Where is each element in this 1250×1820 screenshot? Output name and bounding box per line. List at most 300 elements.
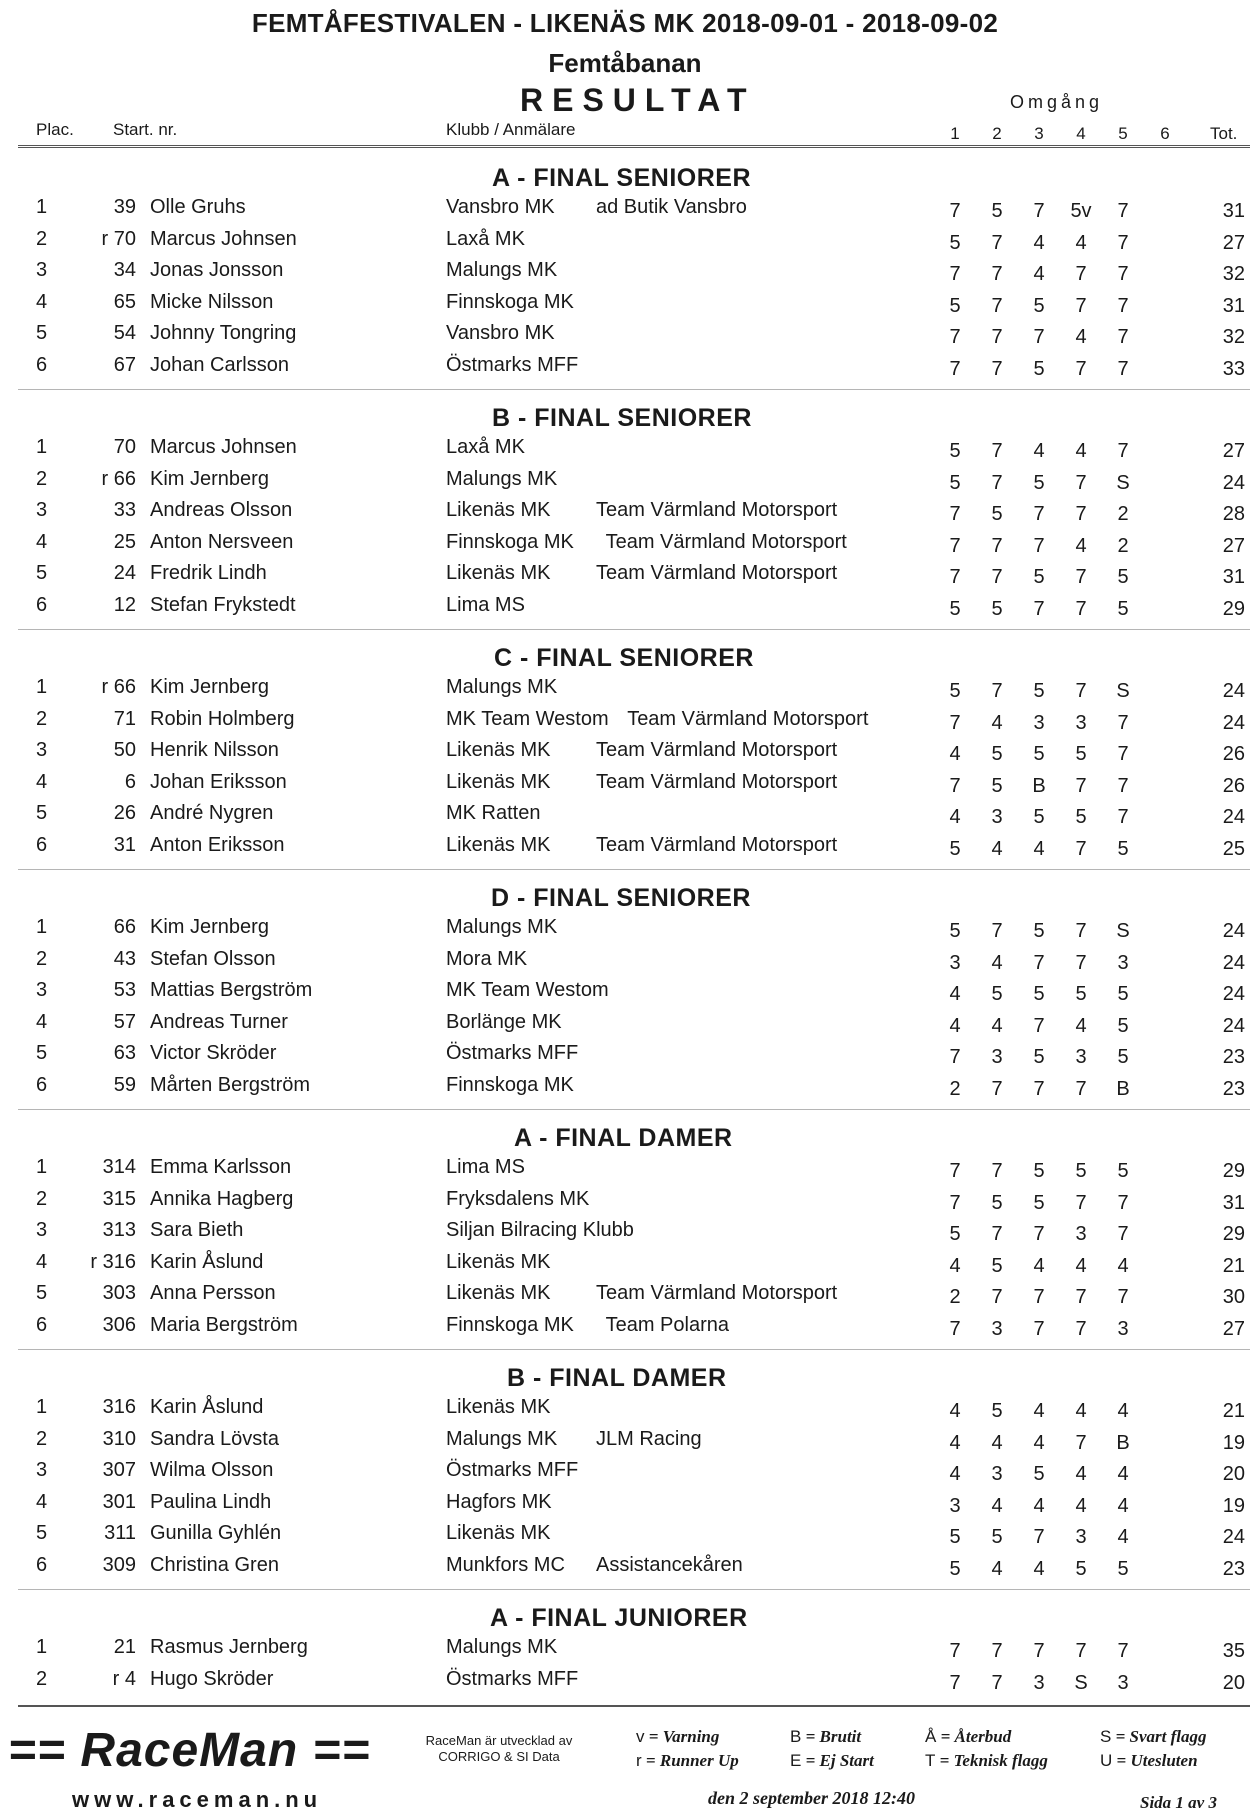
- round-5-result: 5: [1117, 566, 1129, 589]
- round-2-result: 5: [991, 1254, 1003, 1277]
- start-number: 39: [113, 196, 136, 218]
- start-number: 31: [113, 834, 136, 856]
- club-name: MK Ratten: [446, 802, 541, 825]
- round-1-result: 5: [949, 1223, 961, 1246]
- results-list: [0, 150, 1250, 1715]
- placement: 5: [36, 1282, 48, 1305]
- round-2-result: 3: [991, 1046, 1003, 1069]
- placement: 5: [36, 802, 48, 825]
- team-name: Assistancekåren: [596, 1554, 743, 1576]
- round-3-result: 5: [1033, 983, 1045, 1006]
- start-number: 311: [104, 1522, 136, 1545]
- club-name: Fryksdalens MK: [446, 1187, 590, 1210]
- club-name: Siljan Bilracing Klubb: [446, 1219, 634, 1242]
- round-5-result: 3: [1117, 951, 1129, 974]
- page-header: [0, 0, 1250, 150]
- round-4-result: 3: [1075, 711, 1087, 734]
- driver-name: Wilma Olsson: [150, 1459, 274, 1482]
- round-3-result: 4: [1033, 231, 1045, 254]
- round-2-result: 5: [991, 1191, 1003, 1214]
- start-number: 306: [102, 1314, 136, 1336]
- total-points: 27: [1222, 440, 1245, 462]
- raceman-url: www.raceman.nu: [72, 1787, 323, 1812]
- placement: 4: [36, 1490, 48, 1513]
- round-2-result: 7: [991, 1286, 1003, 1309]
- round-4-result: 4: [1075, 326, 1087, 349]
- result-row: [0, 1636, 1250, 1668]
- legend-item-teknisk-flagg: T = Teknisk flagg: [925, 1751, 1048, 1770]
- driver-name: Sara Bieth: [150, 1219, 244, 1242]
- round-3-result: 5: [1033, 920, 1045, 942]
- start-number: 310: [102, 1427, 136, 1450]
- round-2-result: 7: [991, 1671, 1003, 1694]
- round-5-result: S: [1116, 680, 1130, 702]
- total-points: 30: [1222, 1286, 1245, 1309]
- legend-item-varning: v = Varning: [636, 1727, 720, 1746]
- start-number: 24: [113, 562, 136, 585]
- placement: 1: [36, 1156, 48, 1178]
- start-number: 50: [113, 739, 136, 762]
- round-1-result: 7: [949, 1160, 961, 1182]
- section-title: A - FINAL JUNIORER: [490, 1604, 748, 1632]
- driver-name: Anna Persson: [150, 1282, 276, 1305]
- driver-name: Micke Nilsson: [150, 290, 274, 313]
- result-row: [0, 499, 1250, 531]
- round-3-result: B: [1032, 774, 1046, 797]
- club-name: Östmarks MFF: [446, 1667, 579, 1690]
- round-2-result: 3: [991, 806, 1003, 829]
- round-2-result: 5: [991, 1526, 1003, 1549]
- driver-name: Kim Jernberg: [150, 467, 269, 490]
- section-title: B - FINAL DAMER: [507, 1364, 727, 1392]
- club-name: Likenäs MK: [446, 562, 551, 585]
- round-5-result: 5: [1117, 1014, 1129, 1037]
- round-5-result: 3: [1117, 1671, 1129, 1694]
- club-name: Vansbro MK: [446, 196, 555, 218]
- club-name: Likenäs MK: [446, 499, 551, 522]
- round-4-result: 7: [1075, 294, 1087, 317]
- round-5-result: 7: [1117, 711, 1129, 734]
- result-row: [0, 594, 1250, 626]
- round-2-result: 4: [991, 1431, 1003, 1454]
- section-title: C - FINAL SENIORER: [494, 644, 754, 672]
- team-name: Team Värmland Motorsport: [596, 499, 838, 522]
- result-row: [0, 1668, 1250, 1700]
- round-3-result: 7: [1033, 200, 1045, 222]
- round-3-result: 3: [1033, 1671, 1045, 1694]
- result-row: [0, 354, 1250, 386]
- club-name: MK Team Westom: [446, 979, 609, 1002]
- start-number: 67: [113, 354, 136, 376]
- placement: 2: [36, 1427, 48, 1450]
- result-row: [0, 228, 1250, 260]
- plac-column-header: Plac.: [36, 120, 74, 139]
- round-5-result: 4: [1117, 1494, 1129, 1517]
- round-2-result: 4: [991, 838, 1003, 860]
- round-3-result: 4: [1033, 263, 1045, 286]
- round-5-result: 4: [1117, 1463, 1129, 1486]
- result-row: [0, 1314, 1250, 1346]
- result-row: [0, 1251, 1250, 1283]
- round-2-result: 7: [991, 263, 1003, 286]
- round-5-result: 7: [1117, 806, 1129, 829]
- round-4-result: 3: [1075, 1046, 1087, 1069]
- round-2-result: 4: [991, 1558, 1003, 1580]
- result-section: [0, 1110, 1250, 1350]
- round-5-result: 7: [1117, 294, 1129, 317]
- round-1-result: 5: [949, 294, 961, 317]
- driver-name: Jonas Jonsson: [150, 259, 284, 282]
- total-points: 24: [1222, 1526, 1245, 1549]
- round-3-result: 7: [1033, 598, 1045, 620]
- placement: 6: [36, 1554, 48, 1576]
- club-name: Finnskoga MK: [446, 290, 574, 313]
- placement: 3: [36, 739, 48, 762]
- club-name: Vansbro MK: [446, 322, 555, 345]
- round-3-result: 5: [1033, 1463, 1045, 1486]
- event-title: FEMTÅFESTIVALEN - LIKENÄS MK 2018-09-01 - 2018-09-02: [251, 8, 999, 38]
- total-points: 21: [1222, 1400, 1245, 1422]
- round-5-result: 7: [1117, 440, 1129, 462]
- club-name: Lima MS: [446, 594, 525, 616]
- round-1-result: 7: [949, 326, 961, 349]
- round-5-result: 2: [1117, 534, 1129, 557]
- round-3-header: 3: [1034, 124, 1044, 143]
- round-3-result: 5: [1033, 743, 1045, 766]
- round-5-result: 5: [1117, 983, 1129, 1006]
- round-4-result: 7: [1075, 358, 1087, 380]
- total-points: 29: [1222, 1160, 1245, 1182]
- round-3-result: 4: [1033, 1494, 1045, 1517]
- result-row: [0, 979, 1250, 1011]
- round-3-result: 5: [1033, 294, 1045, 317]
- placement: 5: [36, 1522, 48, 1545]
- result-row: [0, 322, 1250, 354]
- result-row: [0, 562, 1250, 594]
- round-3-result: 5: [1033, 806, 1045, 829]
- section-title: A - FINAL SENIORER: [492, 164, 752, 192]
- total-points: 26: [1222, 774, 1245, 797]
- track-name: Femtåbanan: [548, 48, 702, 78]
- total-points: 21: [1222, 1254, 1245, 1277]
- round-5-result: 7: [1117, 200, 1129, 222]
- club-name: Mora MK: [446, 947, 528, 970]
- total-points: 35: [1222, 1640, 1245, 1662]
- team-name: JLM Racing: [596, 1427, 702, 1450]
- result-row: [0, 1459, 1250, 1491]
- driver-name: Fredrik Lindh: [150, 562, 267, 585]
- placement: 1: [36, 1396, 48, 1418]
- round-5-result: 7: [1117, 326, 1129, 349]
- placement: 1: [36, 1636, 48, 1658]
- round-5-result: 7: [1117, 1191, 1129, 1214]
- total-points: 24: [1222, 1014, 1245, 1037]
- placement: 2: [36, 227, 48, 250]
- result-row: [0, 1491, 1250, 1523]
- team-name: Team Värmland Motorsport: [596, 562, 838, 585]
- round-1-result: 4: [949, 806, 961, 829]
- placement: 1: [36, 916, 48, 938]
- round-2-result: 7: [991, 440, 1003, 462]
- driver-name: Anton Eriksson: [150, 834, 285, 856]
- start-number: r 4: [112, 1667, 136, 1690]
- round-3-result: 3: [1033, 711, 1045, 734]
- round-1-result: 5: [949, 231, 961, 254]
- placement: 3: [36, 979, 48, 1002]
- placement: 3: [36, 499, 48, 522]
- round-4-result: 4: [1075, 440, 1087, 462]
- start-number: 314: [102, 1156, 136, 1178]
- round-5-result: 5: [1117, 838, 1129, 860]
- start-column-header: Start. nr.: [113, 120, 178, 139]
- round-4-result: 4: [1075, 231, 1087, 254]
- round-2-result: 4: [991, 1494, 1003, 1517]
- club-name: Finnskoga MK: [446, 1074, 574, 1096]
- legend-item-utesluten: U = Utesluten: [1100, 1751, 1198, 1770]
- driver-name: Johnny Tongring: [150, 322, 297, 345]
- round-2-result: 5: [991, 1400, 1003, 1422]
- result-section: [0, 1590, 1250, 1715]
- club-name: Östmarks MFF: [446, 354, 579, 376]
- total-points: 27: [1222, 1318, 1245, 1340]
- round-2-result: 4: [991, 951, 1003, 974]
- round-1-result: 7: [949, 263, 961, 286]
- placement: 1: [36, 436, 48, 458]
- legend-item-svart-flagg: S = Svart flagg: [1100, 1727, 1207, 1746]
- driver-name: Marcus Johnsen: [150, 436, 297, 458]
- round-1-result: 4: [949, 1431, 961, 1454]
- round-1-result: 5: [949, 598, 961, 620]
- total-points: 29: [1222, 1223, 1245, 1246]
- driver-name: Henrik Nilsson: [150, 739, 279, 762]
- start-number: r 70: [101, 227, 136, 250]
- round-4-result: 7: [1075, 471, 1087, 494]
- round-4-result: 4: [1075, 1254, 1087, 1277]
- round-1-result: 7: [949, 534, 961, 557]
- round-5-result: 7: [1117, 231, 1129, 254]
- placement: 6: [36, 834, 48, 856]
- total-points: 25: [1222, 838, 1245, 860]
- driver-name: Marcus Johnsen: [150, 227, 297, 250]
- start-number: 66: [113, 916, 136, 938]
- round-5-result: B: [1116, 1078, 1130, 1100]
- placement: 2: [36, 1187, 48, 1210]
- round-2-result: 7: [991, 1640, 1003, 1662]
- round-3-result: 7: [1033, 1640, 1045, 1662]
- driver-name: Robin Holmberg: [150, 707, 295, 730]
- club-name: Östmarks MFF: [446, 1459, 579, 1482]
- result-row: [0, 1219, 1250, 1251]
- driver-name: Stefan Frykstedt: [150, 594, 296, 616]
- total-points: 28: [1222, 503, 1245, 526]
- club-name: Malungs MK: [446, 467, 558, 490]
- result-section: [0, 1350, 1250, 1590]
- driver-name: Sandra Lövsta: [150, 1427, 279, 1450]
- total-points: 24: [1222, 920, 1245, 942]
- result-row: [0, 1074, 1250, 1106]
- round-4-header: 4: [1076, 124, 1086, 143]
- round-1-result: 7: [949, 1046, 961, 1069]
- section-title: A - FINAL DAMER: [514, 1124, 733, 1152]
- round-2-result: 7: [991, 294, 1003, 317]
- result-row: [0, 834, 1250, 866]
- round-2-header: 2: [992, 124, 1002, 143]
- total-points: 23: [1222, 1046, 1245, 1069]
- legend-item-runner-up: r = Runner Up: [636, 1751, 739, 1770]
- start-number: 309: [102, 1554, 136, 1576]
- round-4-result: 4: [1075, 1014, 1087, 1037]
- total-points: 19: [1222, 1494, 1245, 1517]
- round-3-result: 7: [1033, 1078, 1045, 1100]
- start-number: 26: [113, 802, 136, 825]
- driver-name: Johan Carlsson: [150, 354, 289, 376]
- placement: 2: [36, 467, 48, 490]
- total-points: 26: [1222, 743, 1245, 766]
- club-name: Malungs MK: [446, 916, 558, 938]
- round-1-result: 2: [949, 1286, 961, 1309]
- club-name: Likenäs MK: [446, 739, 551, 762]
- round-2-result: 4: [991, 711, 1003, 734]
- round-6-header: 6: [1160, 124, 1170, 143]
- result-row: [0, 436, 1250, 468]
- driver-name: Gunilla Gyhlén: [150, 1522, 282, 1545]
- club-name: Östmarks MFF: [446, 1042, 579, 1065]
- club-name: Lima MS: [446, 1156, 525, 1178]
- result-row: [0, 948, 1250, 980]
- total-points: 32: [1222, 263, 1245, 286]
- start-number: 43: [113, 947, 136, 970]
- total-points: 24: [1222, 951, 1245, 974]
- round-4-result: 5v: [1070, 200, 1092, 222]
- club-name: Finnskoga MK: [446, 530, 574, 553]
- driver-name: Anton Nersveen: [150, 530, 294, 553]
- round-3-result: 7: [1033, 326, 1045, 349]
- result-row: [0, 259, 1250, 291]
- total-points: 20: [1222, 1463, 1245, 1486]
- round-2-result: 7: [991, 920, 1003, 942]
- round-3-result: 7: [1033, 1286, 1045, 1309]
- club-name: Munkfors MC: [446, 1554, 565, 1576]
- round-1-result: 5: [949, 838, 961, 860]
- driver-name: Annika Hagberg: [150, 1187, 294, 1210]
- round-4-result: S: [1074, 1671, 1088, 1694]
- result-row: [0, 1042, 1250, 1074]
- result-row: [0, 1396, 1250, 1428]
- result-section: [0, 870, 1250, 1110]
- legend-item-aterbud: Å = Återbud: [925, 1727, 1012, 1746]
- round-2-result: 5: [991, 598, 1003, 620]
- round-2-result: 3: [991, 1318, 1003, 1340]
- round-4-result: 7: [1075, 1431, 1087, 1454]
- total-points: 31: [1222, 566, 1245, 589]
- total-points: 32: [1222, 326, 1245, 349]
- round-2-result: 5: [991, 200, 1003, 222]
- round-4-result: 7: [1075, 838, 1087, 860]
- round-1-result: 3: [949, 1494, 961, 1517]
- total-points: 27: [1222, 534, 1245, 557]
- page-footer: [0, 1705, 1250, 1820]
- page-number: Sida 1 av 3: [1140, 1793, 1217, 1812]
- round-1-result: 5: [949, 1526, 961, 1549]
- placement: 2: [36, 707, 48, 730]
- result-row: [0, 771, 1250, 803]
- total-points: 19: [1222, 1431, 1245, 1454]
- round-2-result: 7: [991, 1160, 1003, 1182]
- raceman-logo: == RaceMan ==: [8, 1724, 371, 1777]
- driver-name: Mårten Bergström: [150, 1074, 311, 1096]
- round-3-result: 7: [1033, 503, 1045, 526]
- total-points: 31: [1222, 1191, 1245, 1214]
- rounds-label: Omgång: [1010, 92, 1104, 112]
- section-title: D - FINAL SENIORER: [491, 884, 751, 912]
- total-points: 31: [1222, 294, 1245, 317]
- legend-item-ej-start: E = Ej Start: [790, 1751, 874, 1770]
- round-2-result: 7: [991, 1078, 1003, 1100]
- driver-name: Johan Eriksson: [150, 770, 287, 793]
- start-number: r 66: [101, 676, 136, 698]
- round-4-result: 7: [1075, 774, 1087, 797]
- team-name: Team Värmland Motorsport: [596, 1282, 838, 1305]
- round-5-result: 4: [1117, 1526, 1129, 1549]
- placement: 6: [36, 354, 48, 376]
- start-number: 313: [102, 1219, 136, 1242]
- round-5-result: 7: [1117, 743, 1129, 766]
- total-points: 24: [1222, 983, 1245, 1006]
- result-row: [0, 1282, 1250, 1314]
- total-column-header: Tot.: [1210, 124, 1238, 143]
- round-2-result: 7: [991, 471, 1003, 494]
- round-4-result: 5: [1075, 1160, 1087, 1182]
- total-points: 33: [1222, 358, 1245, 380]
- team-name: Team Värmland Motorsport: [596, 739, 838, 762]
- placement: 5: [36, 1042, 48, 1065]
- round-1-result: 5: [949, 440, 961, 462]
- total-points: 24: [1222, 711, 1245, 734]
- start-number: 315: [102, 1187, 136, 1210]
- start-number: 53: [113, 979, 136, 1002]
- total-points: 24: [1222, 680, 1245, 702]
- round-4-result: 7: [1075, 680, 1087, 702]
- start-number: 54: [113, 322, 136, 345]
- placement: 2: [36, 947, 48, 970]
- round-2-result: 3: [991, 1463, 1003, 1486]
- start-number: 57: [113, 1010, 136, 1033]
- driver-name: Maria Bergström: [150, 1314, 298, 1336]
- round-5-result: S: [1116, 471, 1130, 494]
- driver-name: André Nygren: [150, 802, 274, 825]
- placement: 5: [36, 562, 48, 585]
- result-section: [0, 150, 1250, 390]
- total-points: 31: [1222, 200, 1245, 222]
- team-name: Team Värmland Motorsport: [596, 834, 838, 856]
- placement: 6: [36, 1074, 48, 1096]
- club-name: Likenäs MK: [446, 770, 551, 793]
- round-5-result: 2: [1117, 503, 1129, 526]
- start-number: 303: [102, 1282, 136, 1305]
- start-number: r 66: [101, 467, 136, 490]
- round-1-result: 5: [949, 920, 961, 942]
- round-5-result: 5: [1117, 1558, 1129, 1580]
- round-4-result: 7: [1075, 1318, 1087, 1340]
- driver-name: Stefan Olsson: [150, 947, 276, 970]
- round-5-result: 5: [1117, 1046, 1129, 1069]
- print-timestamp: den 2 september 2018 12:40: [708, 1788, 915, 1808]
- club-column-header: Klubb / Anmälare: [446, 120, 576, 139]
- round-4-result: 7: [1075, 1286, 1087, 1309]
- round-4-result: 5: [1075, 743, 1087, 766]
- placement: 2: [36, 1667, 48, 1690]
- club-name: Malungs MK: [446, 1636, 558, 1658]
